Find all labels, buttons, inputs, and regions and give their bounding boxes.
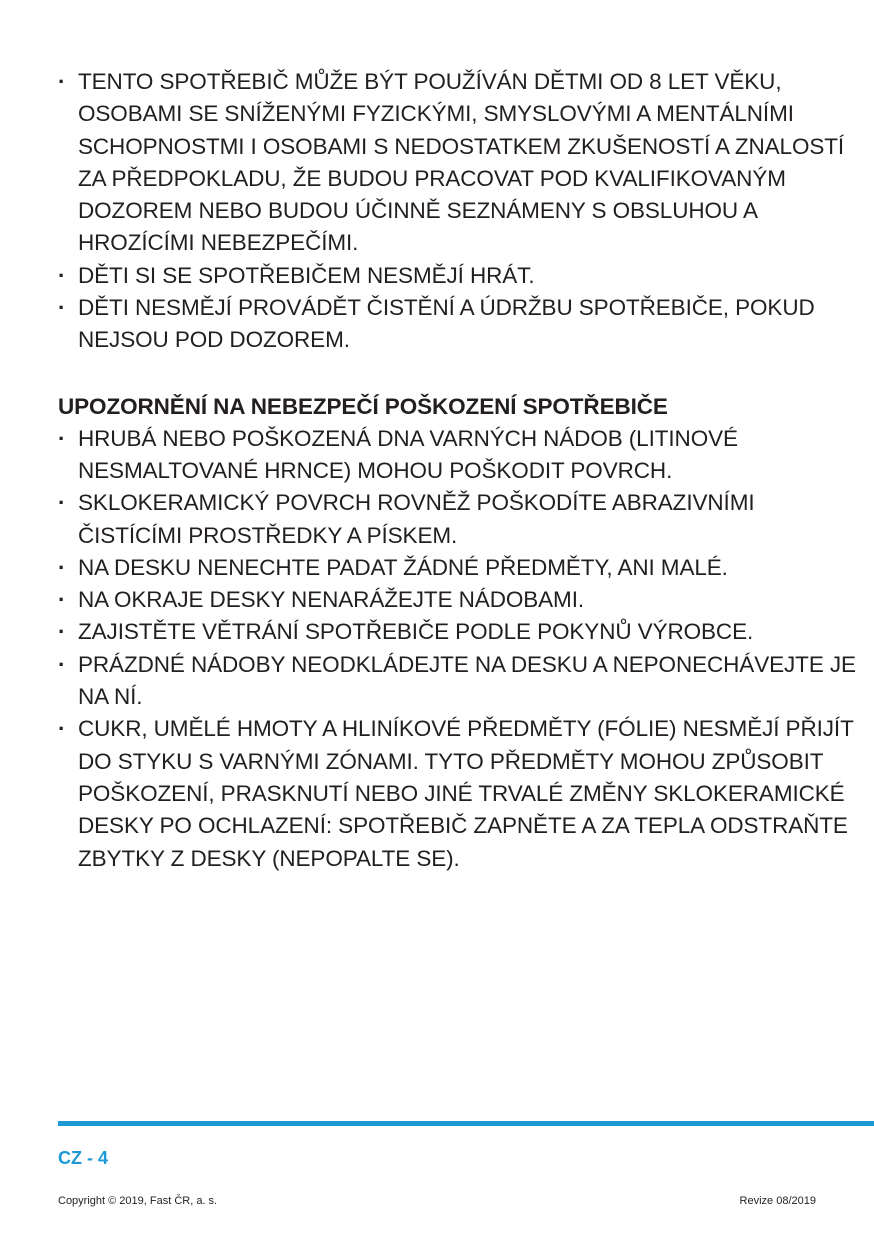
footer-divider [58, 1121, 874, 1126]
section-heading: UPOZORNĚNÍ NA NEBEZPEČÍ POŠKOZENÍ SPOTŘEBIČE [58, 393, 668, 419]
copyright-notice: Copyright © 2019, Fast ČR, a. s. [58, 1195, 218, 1207]
list-item: · TENTO SPOTŘEBIČ MŮŽE BÝT POUŽÍVÁN DĚTMI OD 8 LET VĚKU, OSOBAMI SE SNÍŽENÝMI FYZICKÝMI, SMYSLOVÝMI A MENTÁLNÍMI SCHOPNOSTMI I OSOBAMI S NEDOSTATKEM ZKUŠENOSTÍ A ZNALOSTÍ ZA PŘEDPOKLADU, ŽE BUDOU PRACOVAT POD KVALIFIKOVANÝM DOZOREM NEBO BUDOU ÚČINNĚ SEZNÁMENY S OBSLUHOU A HROZÍCÍMI NEBEZPEČÍMI. [58, 66, 858, 260]
list-item: · ZAJISTĚTE VĚTRÁNÍ SPOTŘEBIČE PODLE POKYNŮ VÝROBCE. [58, 616, 858, 648]
list-item: · CUKR, UMĚLÉ HMOTY A HLINÍKOVÉ PŘEDMĚTY (FÓLIE) NESMĚJÍ PŘIJÍT DO STYKU S VARNÝMI ZÓNAMI. TYTO PŘEDMĚTY MOHOU ZPŮSOBIT POŠKOZENÍ, PRASKNUTÍ NEBO JINÉ TRVALÉ ZMĚNY SKLOKERAMICKÉ DESKY PO OCHLAZENÍ: SPOTŘEBIČ ZAPNĚTE A ZA TEPLA ODSTRAŇTE ZBYTKY Z DESKY (NEPOPALTE SE). [58, 713, 858, 874]
list-item: · PRÁZDNÉ NÁDOBY NEODKLÁDEJTE NA DESKU A NEPONECHÁVEJTE JE NA NÍ. [58, 649, 858, 714]
list-item: · HRUBÁ NEBO POŠKOZENÁ DNA VARNÝCH NÁDOB (LITINOVÉ NESMALTOVANÉ HRNCE) MOHOU POŠKODIT POVRCH. [58, 423, 858, 488]
revision-label: Revize 08/2019 [739, 1195, 816, 1207]
list-item: · SKLOKERAMICKÝ POVRCH ROVNĚŽ POŠKODÍTE ABRAZIVNÍMI ČISTÍCÍMI PROSTŘEDKY A PÍSKEM. [58, 487, 858, 552]
damage-warning-list [58, 423, 858, 875]
list-item: · NA DESKU NENECHTE PADAT ŽÁDNÉ PŘEDMĚTY, ANI MALÉ. [58, 552, 858, 584]
list-item: · DĚTI SI SE SPOTŘEBIČEM NESMĚJÍ HRÁT. [58, 260, 858, 292]
page-number: CZ - 4 [58, 1148, 109, 1168]
list-item: · DĚTI NESMĚJÍ PROVÁDĚT ČISTĚNÍ A ÚDRŽBU SPOTŘEBIČE, POKUD NEJSOU POD DOZOREM. [58, 292, 858, 357]
document-body [58, 66, 858, 875]
list-item: · NA OKRAJE DESKY NENARÁŽEJTE NÁDOBAMI. [58, 584, 858, 616]
intro-safety-list [58, 66, 858, 357]
